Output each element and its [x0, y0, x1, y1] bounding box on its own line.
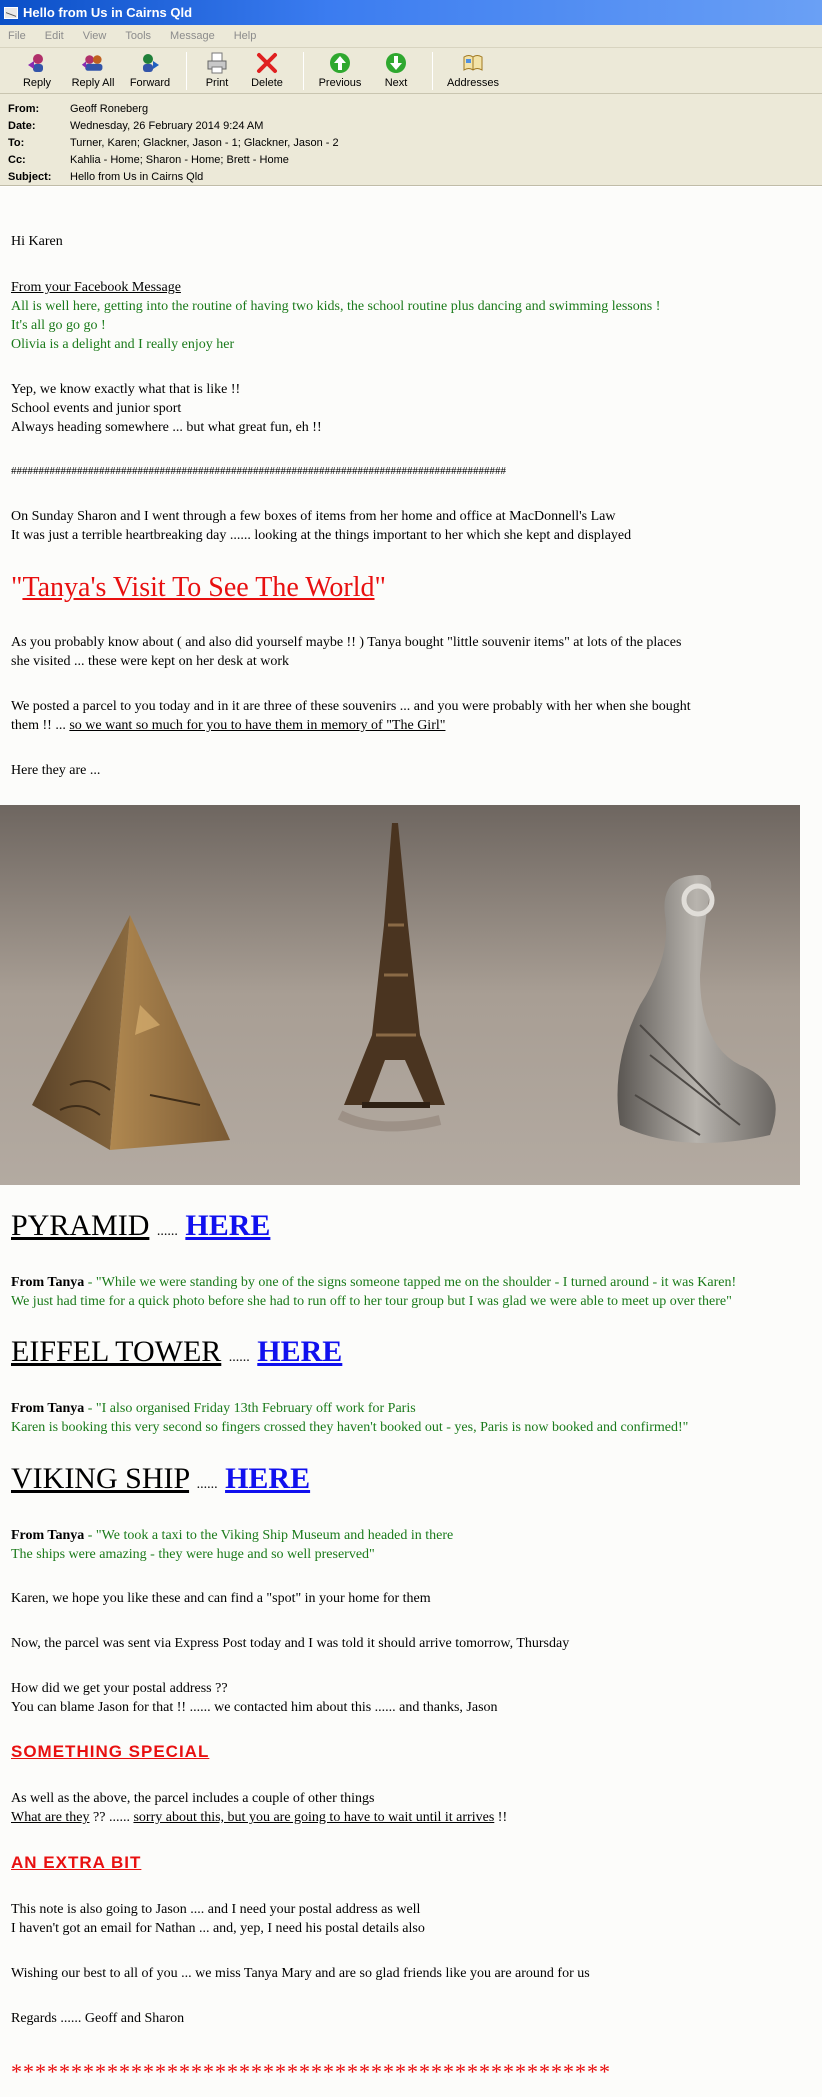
printer-icon: [205, 51, 229, 75]
forward-icon: [138, 51, 162, 75]
reply-line-1: Yep, we know exactly what that is like !!: [11, 382, 241, 397]
eiffel-tower-heading: [11, 1333, 811, 1377]
menu-message[interactable]: Message: [170, 30, 215, 42]
greeting: Hi Karen: [11, 234, 63, 249]
delete-label: Delete: [251, 77, 283, 89]
to-label: To:: [8, 136, 25, 149]
extra-bit-heading: AN EXTRA BIT: [11, 1853, 142, 1872]
menu-edit[interactable]: Edit: [44, 30, 64, 42]
viking-quote-1: - "We took a taxi to the Viking Ship Museum and headed in there: [84, 1528, 454, 1543]
pyramid-from: From Tanya: [11, 1275, 85, 1290]
regards-line: Regards ...... Geoff and Sharon: [11, 2011, 185, 2026]
viking-quote-line-1: [11, 1526, 811, 1545]
viking-from: From Tanya: [11, 1528, 85, 1543]
souvenirs-photo: [0, 805, 800, 1185]
fb-line-2: It's all go go go !: [11, 318, 106, 333]
special-what-are-they: What are they: [11, 1810, 90, 1825]
toolbar-separator: [432, 52, 433, 90]
reply-button[interactable]: [10, 48, 64, 93]
eiffel-tower-here-link[interactable]: HERE: [257, 1335, 343, 1368]
sunday-line-2: It was just a terrible heartbreaking day ...... looking at the things important to her which she kept and displayed: [11, 528, 632, 543]
fb-heading: From your Facebook Message: [11, 280, 181, 295]
toolbar: [0, 47, 822, 94]
postal-line-1: How did we get your postal address ??: [11, 1681, 228, 1696]
visit-title-text: Tanya's Visit To See The World: [22, 572, 375, 603]
reply-all-button[interactable]: [64, 48, 122, 93]
pyramid-dots: ......: [156, 1224, 178, 1239]
header-subject: [0, 168, 822, 185]
addresses-button[interactable]: [441, 48, 505, 93]
special-wait: sorry about this, but you are going to have to wait until it arrives: [133, 1810, 495, 1825]
pyramid-quote-line-1: [11, 1273, 811, 1292]
cc-value: Kahlia - Home; Sharon - Home; Brett - Home: [70, 153, 289, 166]
visit-title: "Tanya's Visit To See The World": [11, 572, 386, 603]
special-line-2: [11, 1808, 811, 1827]
eiffel-tower-dots: ......: [228, 1350, 250, 1365]
souvenir-line-2: she visited ... these were kept on her desk at work: [11, 654, 289, 669]
wishing-line: Wishing our best to all of you ... we miss Tanya Mary and are so glad friends like you are around for us: [11, 1966, 590, 1981]
print-button[interactable]: [195, 48, 239, 93]
next-label: Next: [384, 77, 408, 89]
eiffel-quote-2: Karen is booking this very second so fingers crossed they haven't booked out - yes, Paris is now booked and confirmed!": [11, 1420, 689, 1435]
reply-line-2: School events and junior sport: [11, 401, 182, 416]
previous-label: Previous: [318, 77, 362, 89]
viking-ship-here-link[interactable]: HERE: [225, 1462, 311, 1495]
address-book-icon: [461, 51, 485, 75]
from-value: Geoff Roneberg: [70, 102, 149, 115]
pyramid-quote-2: We just had time for a quick photo before she had to run off to her tour group but I was glad we were able to meet up over there": [11, 1294, 732, 1309]
viking-ship-heading: [11, 1460, 811, 1504]
toolbar-separator: [186, 52, 187, 90]
cc-label: Cc:: [8, 153, 26, 166]
date-value: Wednesday, 26 February 2014 9:24 AM: [70, 119, 264, 132]
header-from: [0, 100, 822, 117]
delete-x-icon: [255, 51, 279, 75]
viking-ship-name: VIKING SHIP: [11, 1462, 190, 1495]
menu-help[interactable]: Help: [233, 30, 257, 42]
eiffel-quote-1: - "I also organised Friday 13th February off work for Paris: [84, 1401, 416, 1416]
menu-tools[interactable]: Tools: [125, 30, 152, 42]
envelope-icon: [4, 7, 18, 19]
viking-ship-dots: ......: [196, 1477, 218, 1492]
header-date: [0, 117, 822, 134]
parcel-line-1: We posted a parcel to you today and in it are three of these souvenirs ... and you were probably with her when she bought: [11, 699, 691, 714]
extra-line-2: I haven't got an email for Nathan ... and, yep, I need his postal details also: [11, 1921, 425, 1936]
eiffel-from: From Tanya: [11, 1401, 85, 1416]
special-line-1: As well as the above, the parcel includes a couple of other things: [11, 1791, 375, 1806]
window-titlebar: [0, 0, 822, 25]
special-end: !!: [494, 1810, 508, 1825]
extra-line-1: This note is also going to Jason .... and I need your postal address as well: [11, 1902, 421, 1917]
reply-label: Reply: [22, 77, 52, 89]
viking-quote-2: The ships were amazing - they were huge and so well preserved": [11, 1547, 375, 1562]
message-body: [0, 187, 822, 2097]
addresses-label: Addresses: [447, 77, 499, 89]
message-headers: [0, 94, 822, 186]
something-special-heading: SOMETHING SPECIAL: [11, 1742, 210, 1761]
reply-icon: [25, 51, 49, 75]
postal-line-2: You can blame Jason for that !! ...... we contacted him about this ...... and thanks, Jason: [11, 1700, 498, 1715]
delete-button[interactable]: [239, 48, 295, 93]
parcel-line-2: [11, 716, 811, 735]
stars-divider: **************************************************: [11, 2059, 611, 2084]
header-to: [0, 134, 822, 151]
fb-line-1: All is well here, getting into the routine of having two kids, the school routine plus dancing and swimming lessons !: [11, 299, 661, 314]
menu-view[interactable]: View: [82, 30, 107, 42]
toolbar-separator: [303, 52, 304, 90]
down-arrow-icon: [384, 51, 408, 75]
sunday-line-1: On Sunday Sharon and I went through a few boxes of items from her home and office at MacDonnell's Law: [11, 509, 616, 524]
menu-bar: [0, 25, 822, 47]
souvenir-line-1: As you probably know about ( and also did yourself maybe !! ) Tanya bought "little souvenir items" at lots of the places: [11, 635, 682, 650]
reply-line-3: Always heading somewhere ... but what great fun, eh !!: [11, 420, 322, 435]
from-label: From:: [8, 102, 40, 115]
print-label: Print: [205, 77, 229, 89]
hash-divider: ##########################################################################################: [11, 465, 506, 477]
parcel-line-2-start: them !! ...: [11, 718, 70, 733]
forward-button[interactable]: [122, 48, 178, 93]
pyramid-quote-1: - "While we were standing by one of the signs someone tapped me on the shoulder - I turned around - it was Karen!: [84, 1275, 737, 1290]
up-arrow-icon: [328, 51, 352, 75]
menu-file[interactable]: File: [8, 30, 26, 42]
previous-button[interactable]: [312, 48, 368, 93]
subject-label: Subject:: [8, 170, 52, 183]
date-label: Date:: [8, 119, 36, 132]
pyramid-here-link[interactable]: HERE: [185, 1209, 271, 1242]
header-cc: [0, 151, 822, 168]
reply-all-icon: [81, 51, 105, 75]
next-button[interactable]: [368, 48, 424, 93]
parcel-line-2-underlined: so we want so much for you to have them in memory of "The Girl": [69, 718, 446, 733]
special-mid: ?? ......: [89, 1810, 134, 1825]
subject-value: Hello from Us in Cairns Qld: [70, 170, 204, 183]
forward-label: Forward: [129, 77, 171, 89]
here-they-are: Here they are ...: [11, 763, 101, 778]
eiffel-quote-line-1: [11, 1399, 811, 1418]
pyramid-name: PYRAMID: [11, 1209, 150, 1242]
pyramid-heading: [11, 1207, 811, 1251]
hope-line: Karen, we hope you like these and can find a "spot" in your home for them: [11, 1591, 431, 1606]
to-value: Turner, Karen; Glackner, Jason - 1; Glackner, Jason - 2: [70, 136, 339, 149]
express-line: Now, the parcel was sent via Express Post today and I was told it should arrive tomorrow, Thursday: [11, 1636, 570, 1651]
window-title: Hello from Us in Cairns Qld: [23, 5, 193, 20]
fb-line-3: Olivia is a delight and I really enjoy her: [11, 337, 235, 352]
reply-all-label: Reply All: [71, 77, 115, 89]
eiffel-tower-name: EIFFEL TOWER: [11, 1335, 222, 1368]
